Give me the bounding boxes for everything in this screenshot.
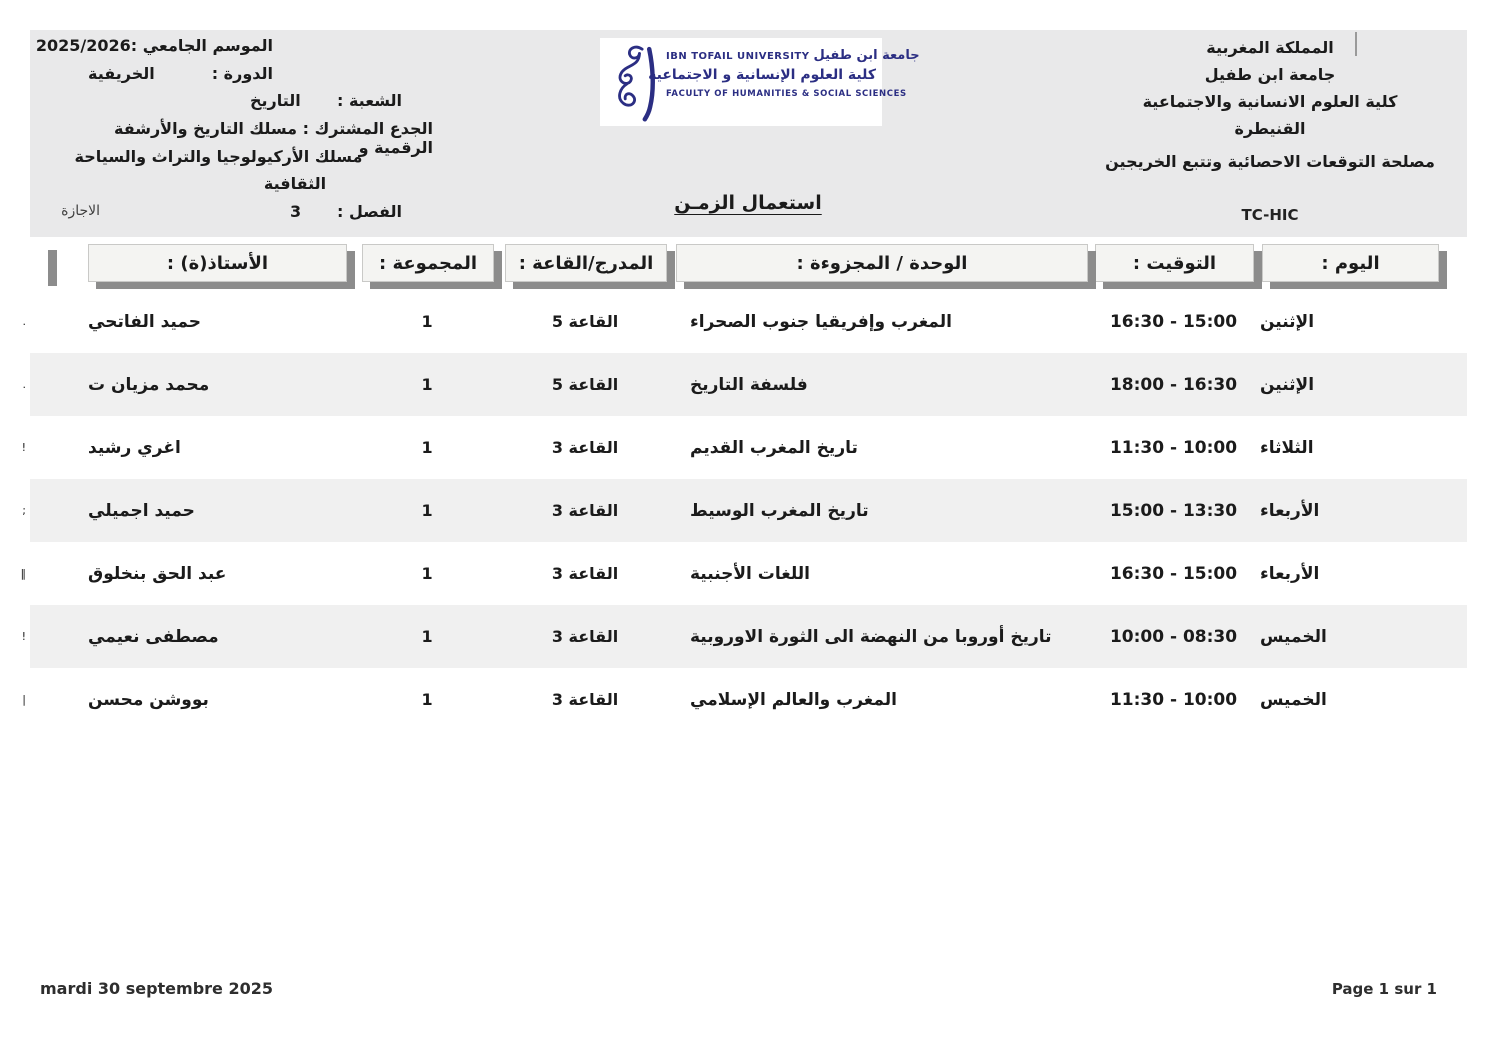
time-cell: 16:30 - 15:00 xyxy=(1109,563,1238,584)
kingdom-line: المملكة المغربية xyxy=(1206,38,1334,57)
session-value: الخريفية xyxy=(88,64,155,83)
group-cell: 1 xyxy=(421,438,433,457)
teacher-cell: عبد الحق بنخلوق xyxy=(88,563,227,584)
room-cell: القاعة 5 xyxy=(551,312,619,331)
time-cell: 15:00 - 13:30 xyxy=(1109,500,1238,521)
clipped-text-fragment: ‖ xyxy=(20,567,26,580)
clipped-text-fragment: . xyxy=(22,315,26,328)
clipped-text-fragment: . xyxy=(22,378,26,391)
university-logo xyxy=(600,38,920,126)
teacher-cell: مصطفى نعيمي xyxy=(88,626,219,647)
semester-label: الفصل : xyxy=(336,202,402,221)
season-row xyxy=(35,36,273,55)
logo-ar-name: جامعة ابن طفيل xyxy=(813,48,920,63)
room-cell: القاعة 3 xyxy=(551,564,619,583)
core-track-line1: الجدع المشترك : مسلك التاريخ والأرشفة الرقمية و xyxy=(114,119,433,157)
logo-top-line xyxy=(666,48,920,63)
core-track-line2: مسلك الأركيولوجيا والتراث والسياحة xyxy=(74,147,363,166)
column-header-time: التوقيت : xyxy=(1095,244,1254,282)
day-cell: الإثنين xyxy=(1260,374,1315,395)
season-label: الموسم الجامعي : xyxy=(130,36,273,55)
program-code: TC-HIC xyxy=(1241,206,1299,224)
room-cell: القاعة 3 xyxy=(551,627,619,646)
teacher-cell: محمد مزيان ت xyxy=(88,374,210,395)
semester-value: 3 xyxy=(290,202,302,221)
table-row xyxy=(21,416,1467,479)
day-cell: الخميس xyxy=(1260,689,1327,710)
group-cell: 1 xyxy=(421,690,433,709)
clipped-text-fragment: ! xyxy=(21,441,26,454)
group-cell: 1 xyxy=(421,375,433,394)
room-cell: القاعة 3 xyxy=(551,501,619,520)
group-cell: 1 xyxy=(421,312,433,331)
day-cell: الإثنين xyxy=(1260,311,1315,332)
teacher-cell: حميد اجميلي xyxy=(88,500,195,521)
room-cell: القاعة 3 xyxy=(551,438,619,457)
teacher-cell: حميد الفاتحي xyxy=(88,311,201,332)
degree-label: الاجازة xyxy=(61,203,100,219)
time-cell: 11:30 - 10:00 xyxy=(1109,689,1238,710)
table-row xyxy=(22,353,1467,416)
session-row xyxy=(88,64,273,83)
teacher-cell: بووشن محسن xyxy=(88,689,209,710)
time-cell: 10:00 - 08:30 xyxy=(1109,626,1238,647)
unit-cell: المغرب والعالم الإسلامي xyxy=(690,689,898,710)
branch-label: الشعبة : xyxy=(336,91,402,110)
session-label: الدورة : xyxy=(211,64,273,83)
unit-cell: المغرب وإفريقيا جنوب الصحراء xyxy=(690,311,952,332)
day-cell: الثلاثاء xyxy=(1260,437,1314,458)
day-cell: الخميس xyxy=(1260,626,1327,647)
core-track-line3: الثقافية xyxy=(263,174,327,193)
room-cell: القاعة 3 xyxy=(551,690,619,709)
clipped-text-fragment: ; xyxy=(22,504,26,517)
season-value: 2025/2026 xyxy=(35,36,131,55)
footer-page-number: Page 1 sur 1 xyxy=(1331,980,1437,998)
faculty-line: كلية العلوم الانسانية والاجتماعية xyxy=(1142,92,1398,111)
city-line: القنيطرة xyxy=(1234,119,1306,138)
branch-row xyxy=(250,91,402,110)
column-header-group: المجموعة : xyxy=(362,244,494,282)
unit-cell: تاريخ المغرب القديم xyxy=(690,437,858,458)
day-cell: الأربعاء xyxy=(1260,563,1320,584)
unit-cell: تاريخ المغرب الوسيط xyxy=(690,500,869,521)
logo-faculty-en: FACULTY OF HUMANITIES & SOCIAL SCIENCES xyxy=(666,89,907,99)
unit-cell: تاريخ أوروبا من النهضة الى الثورة الاوروبية xyxy=(690,626,1052,647)
service-line: مصلحة التوقعات الاحصائية وتتبع الخريجين xyxy=(1105,152,1435,171)
clipped-text-fragment: ! xyxy=(21,630,26,643)
teacher-cell: اغري رشيد xyxy=(88,437,181,458)
university-line: جامعة ابن طفيل xyxy=(1204,65,1336,84)
column-header-unit: الوحدة / المجزوءة : xyxy=(676,244,1088,282)
table-row xyxy=(22,479,1467,542)
time-cell: 11:30 - 10:00 xyxy=(1109,437,1238,458)
semester-row xyxy=(290,202,402,221)
table-row xyxy=(21,605,1467,668)
logo-en-name: IBN TOFAIL UNIVERSITY xyxy=(666,51,810,62)
time-cell: 18:00 - 16:30 xyxy=(1109,374,1238,395)
column-header-teacher: الأستاذ(ة) : xyxy=(88,244,347,282)
column-header-room: المدرج/القاعة : xyxy=(505,244,667,282)
day-cell: الأربعاء xyxy=(1260,500,1320,521)
footer-date: mardi 30 septembre 2025 xyxy=(40,979,273,998)
branch-value: التاريخ xyxy=(250,91,301,110)
group-cell: 1 xyxy=(421,627,433,646)
clipped-text-fragment: | xyxy=(22,693,26,706)
table-row xyxy=(22,668,1467,731)
unit-cell: اللغات الأجنبية xyxy=(690,563,810,584)
time-cell: 16:30 - 15:00 xyxy=(1109,311,1238,332)
table-row xyxy=(20,542,1467,605)
page-title: استعمال الزمـن xyxy=(674,192,822,214)
table-row xyxy=(22,290,1467,353)
clipped-column-shadow xyxy=(48,250,57,286)
group-cell: 1 xyxy=(421,501,433,520)
unit-cell: فلسفة التاريخ xyxy=(690,374,808,395)
column-header-day: اليوم : xyxy=(1262,244,1439,282)
institution-block xyxy=(1100,34,1440,142)
logo-faculty-ar: كلية العلوم الإنسانية و الاجتماعية xyxy=(648,67,876,83)
room-cell: القاعة 5 xyxy=(551,375,619,394)
group-cell: 1 xyxy=(421,564,433,583)
